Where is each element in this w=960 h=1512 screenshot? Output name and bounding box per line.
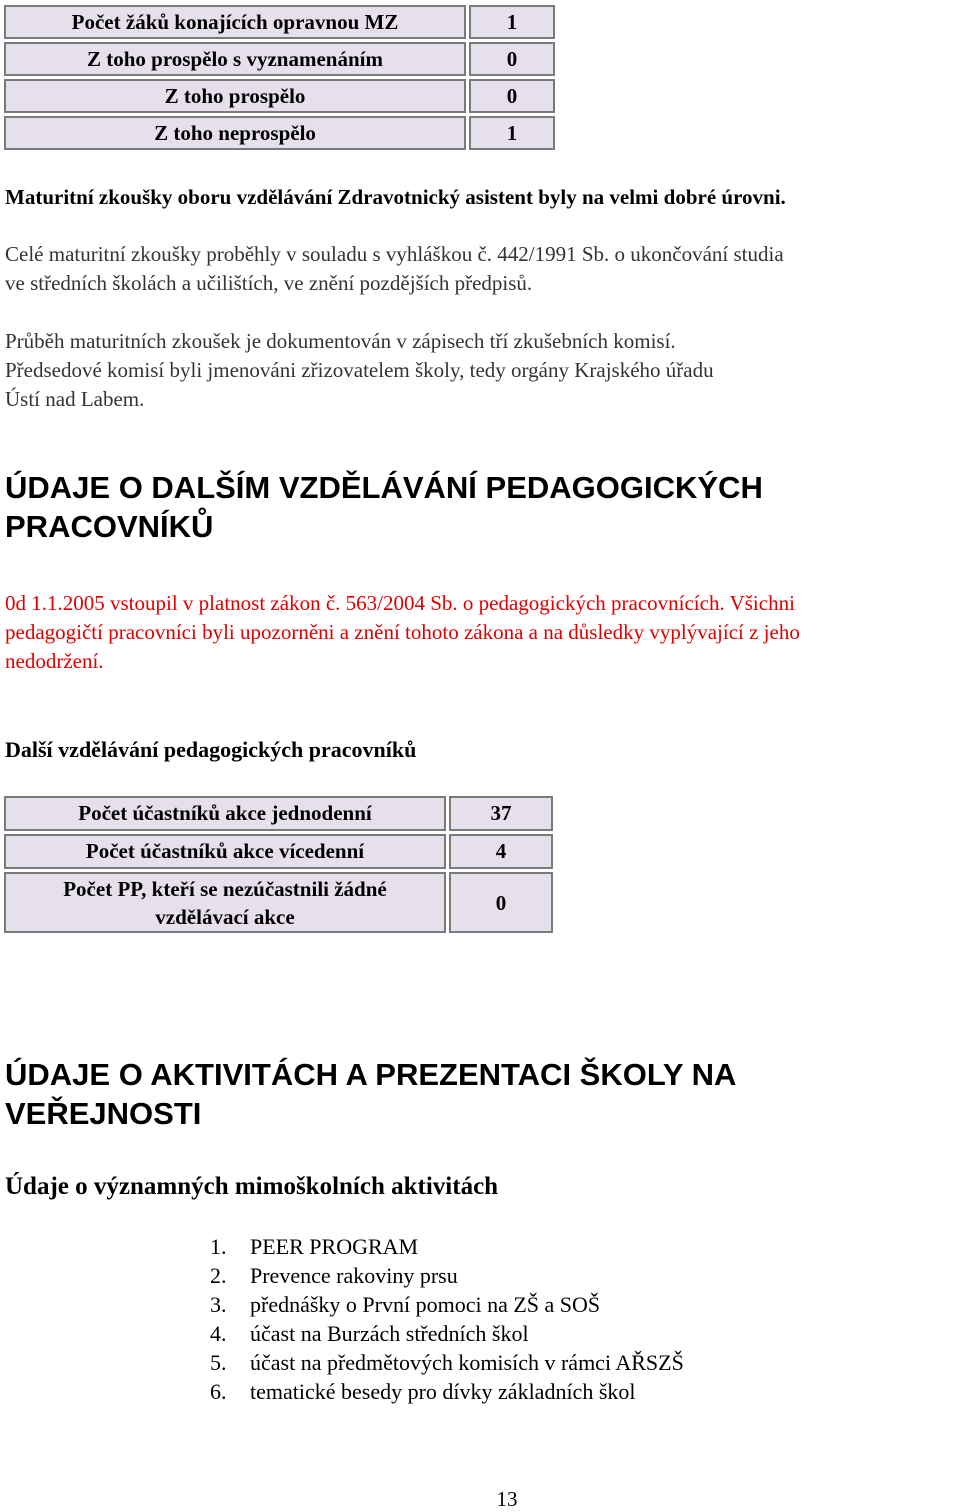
paragraph-line: 0d 1.1.2005 vstoupil v platnost zákon č. 563/2004 Sb. o pedagogických pracovnících. Všichni [5, 591, 795, 615]
regulation-paragraph [5, 240, 955, 298]
table-cell-value: 0 [449, 872, 553, 933]
documentation-paragraph [5, 327, 955, 414]
list-item [210, 1348, 684, 1377]
table-cell-label: Z toho neprospělo [4, 116, 466, 150]
list-item-number: 1. [210, 1234, 227, 1259]
list-item-text: PEER PROGRAM [250, 1234, 419, 1259]
list-item-number: 5. [210, 1350, 227, 1375]
law-paragraph [5, 589, 955, 676]
list-item-number: 3. [210, 1292, 227, 1317]
table-cell-label: Z toho prospělo s vyznamenáním [4, 42, 466, 76]
table-cell-label [4, 872, 446, 933]
list-item [210, 1377, 684, 1406]
table-cell-value: 37 [449, 796, 553, 831]
table-row [4, 872, 553, 933]
table-cell-label: Z toho prospělo [4, 79, 466, 113]
list-item-number: 6. [210, 1379, 227, 1404]
cell-line: vzdělávací akce [155, 904, 295, 929]
cell-line: Počet PP, kteří se nezúčastnili žádné [63, 876, 387, 901]
list-item-number: 4. [210, 1321, 227, 1346]
table-cell-value: 4 [449, 834, 553, 869]
table-row [4, 5, 555, 39]
paragraph-line: ve středních školách a učilištích, ve znění pozdějších předpisů. [5, 271, 533, 295]
education-table [1, 793, 556, 936]
list-item [210, 1290, 684, 1319]
maturity-retake-table [1, 2, 558, 153]
table-cell-value: 1 [469, 5, 555, 39]
heading-line: PRACOVNÍKŮ [5, 509, 214, 544]
section-heading-education [5, 468, 905, 546]
table-cell-label: Počet účastníků akce vícedenní [4, 834, 446, 869]
list-item [210, 1319, 684, 1348]
paragraph-line: Ústí nad Labem. [5, 387, 145, 411]
paragraph-line: nedodržení. [5, 649, 104, 673]
paragraph-line: Průběh maturitních zkoušek je dokumentován v zápisech tří zkušebních komisí. [5, 329, 676, 353]
activities-subheading: Údaje o významných mimoškolních aktivitách [5, 1173, 499, 1200]
list-item-text: tematické besedy pro dívky základních škol [250, 1379, 636, 1404]
section-heading-activities [5, 1055, 905, 1133]
table-cell-value: 0 [469, 42, 555, 76]
table-row [4, 116, 555, 150]
table-row [4, 42, 555, 76]
list-item-text: účast na Burzách středních škol [250, 1321, 529, 1346]
list-item-text: účast na předmětových komisích v rámci AŘSZŠ [250, 1350, 684, 1375]
evaluation-paragraph: Maturitní zkoušky oboru vzdělávání Zdravotnický asistent byly na velmi dobré úrovni. [5, 185, 786, 209]
list-item-number: 2. [210, 1263, 227, 1288]
table-row [4, 834, 553, 869]
heading-line: ÚDAJE O DALŠÍM VZDĚLÁVÁNÍ PEDAGOGICKÝCH [5, 470, 763, 505]
list-item-text: Prevence rakoviny prsu [250, 1263, 458, 1288]
table-cell-label: Počet účastníků akce jednodenní [4, 796, 446, 831]
paragraph-line: pedagogičtí pracovníci byli upozorněni a znění tohoto zákona a na důsledky vyplývající z jeho [5, 620, 800, 644]
education-subheading: Další vzdělávání pedagogických pracovníků [5, 737, 417, 762]
table-row [4, 79, 555, 113]
list-item [210, 1261, 684, 1290]
list-item-text: přednášky o První pomoci na ZŠ a SOŠ [250, 1292, 601, 1317]
page-number: 13 [496, 1487, 518, 1511]
heading-line: VEŘEJNOSTI [5, 1096, 202, 1131]
table-cell-label: Počet žáků konajících opravnou MZ [4, 5, 466, 39]
paragraph-line: Celé maturitní zkoušky proběhly v souladu s vyhláškou č. 442/1991 Sb. o ukončování studia [5, 242, 784, 266]
table-cell-value: 1 [469, 116, 555, 150]
list-item [210, 1232, 684, 1261]
heading-line: ÚDAJE O AKTIVITÁCH A PREZENTACI ŠKOLY NA [5, 1057, 737, 1092]
table-row [4, 796, 553, 831]
table-cell-value: 0 [469, 79, 555, 113]
activities-list [210, 1232, 684, 1406]
paragraph-line: Předsedové komisí byli jmenováni zřizovatelem školy, tedy orgány Krajského úřadu [5, 358, 714, 382]
